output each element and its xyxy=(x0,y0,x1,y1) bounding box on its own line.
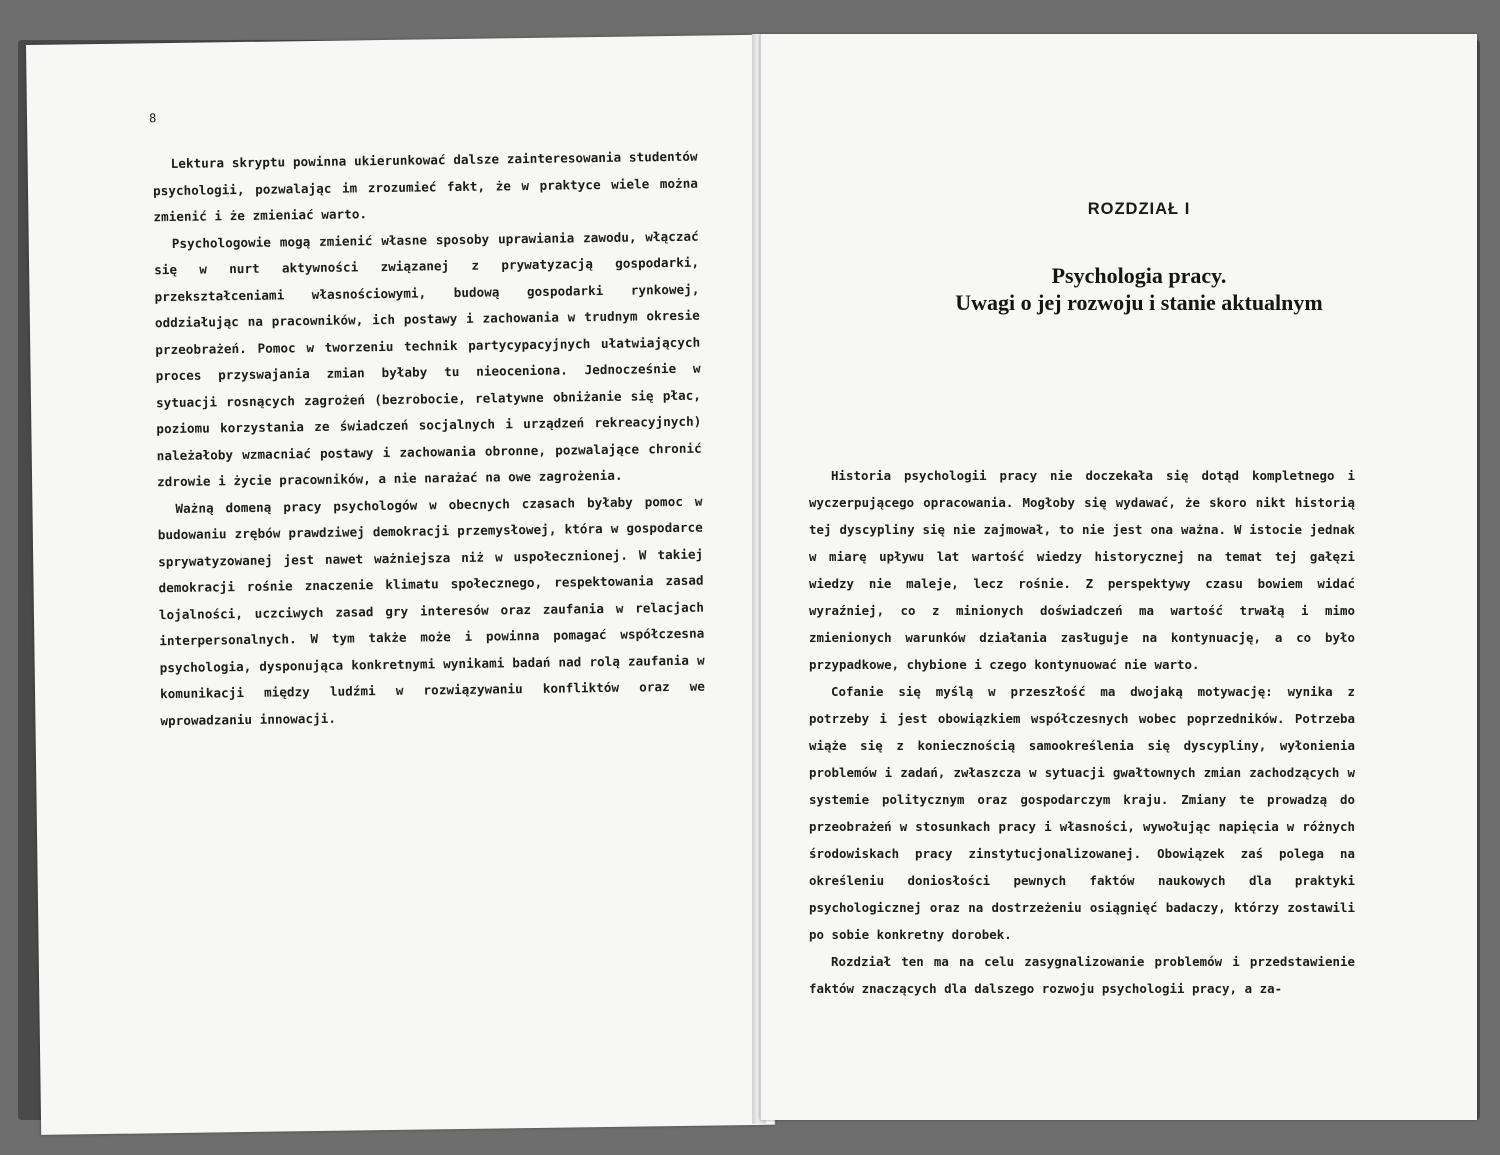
paragraph: Lektura skryptu powinna ukierunkować dalsze zainteresowania studentów psychologii, pozwalając im zrozumieć fakt, że w praktyce wiele można zmienić i że zmieniać warto. xyxy=(152,148,699,225)
right-page xyxy=(760,34,1477,1120)
chapter-title-line: Psychologia pracy. xyxy=(1051,263,1227,288)
paragraph: Rozdział ten ma na celu zasygnalizowanie problemów i przedstawienie faktów znaczących dla dalszego rozwoju psychologii pracy, a za- xyxy=(809,954,1355,996)
paragraph: Historia psychologii pracy nie doczekała się dotąd kompletnego i wyczerpującego opracowania. Mogłoby się wydawać, że skoro nikt historią tej dyscypliny się nie zajmował, to nie jest ona ważna. W istocie jednak w miarę upływu lat wartość wiedzy historycznej na temat tej gałęzi wiedzy nie maleje, lecz rośnie. Z perspektywy czasu bowiem widać wyraźniej, co z minionych doświadczeń ma wartość trwałą i mimo zmienionych warunków działania zasługuje na kontynuację, a co było przypadkowe, chybione i czego kontynuować nie warto. xyxy=(809,468,1355,672)
paragraph: Psychologowie mogą zmienić własne sposoby uprawiania zawodu, włączać się w nurt aktywności związanej z prywatyzacją gospodarki, przekształceniami własnościowymi, budową gospodarki rynkowej, oddziałując na pracowników, ich postawy i zachowania w trudnym okresie przeobrażeń. Pomoc w tworzeniu technik partycypacyjnych ułatwiających proces przyswajania zmian byłaby tu nieoceniona. Jednocześnie w sytuacji rosnących zagrożeń (bezrobocie, relatywne obniżanie się płac, poziomu korzystania ze świadczeń socjalnych i urządzeń rekreacyjnych) należałoby wzmacniać postawy i zachowania obronne, pozwalające chronić zdrowie i życie pracowników, a nie narażać na owe zagrożenia. xyxy=(154,228,702,490)
page-number: 8 xyxy=(148,111,157,126)
paragraph: Ważną domeną pracy psychologów w obecnych czasach byłaby pomoc w budowaniu zrębów prawdziwej demokracji przemysłowej, która w gospodarce sprywatyzowanej jest nawet ważniejsza niż w uspołecznionej. W takiej demokracji rośnie znaczenie klimatu społecznego, respektowania zasad lojalności, uczciwych zasad gry interesów oraz zaufania w relacjach interpersonalnych. W tym także może i powinna pomagać współczesna psychologia, dysponująca konkretnymi wynikami badań nad rolą zaufania w komunikacji między ludźmi w rozwiązywaniu konfliktów oraz we wprowadzaniu innowacji. xyxy=(157,493,706,728)
right-page-body xyxy=(809,462,1355,1002)
chapter-title xyxy=(761,262,1477,316)
chapter-title-line: Uwagi o jej rozwoju i stanie aktualnym xyxy=(955,290,1323,315)
left-page-body xyxy=(152,144,705,735)
paragraph: Cofanie się myślą w przeszłość ma dwojaką motywację: wynika z potrzeby i jest obowiązkiem współczesnych wobec poprzedników. Potrzeba wiąże się z koniecznością samookreślenia się dyscypliny, wyłonienia problemów i zadań, zwłaszcza w sytuacji gwałtownych zmian zachodzących w systemie politycznym oraz gospodarczym kraju. Zmiany te prowadzą do przeobrażeń w stosunkach pracy i własności, wywołując napięcia w różnych środowiskach pracy zinstytucjonalizowanej. Obowiązek zaś polega na określeniu doniosłości pewnych faktów naukowych dla praktyki psychologicznej oraz na dostrzeżeniu osiągnięć badaczy, którzy zostawili po sobie konkretny dorobek. xyxy=(809,684,1355,942)
chapter-label: ROZDZIAŁ I xyxy=(1087,200,1191,218)
left-page xyxy=(26,35,775,1135)
